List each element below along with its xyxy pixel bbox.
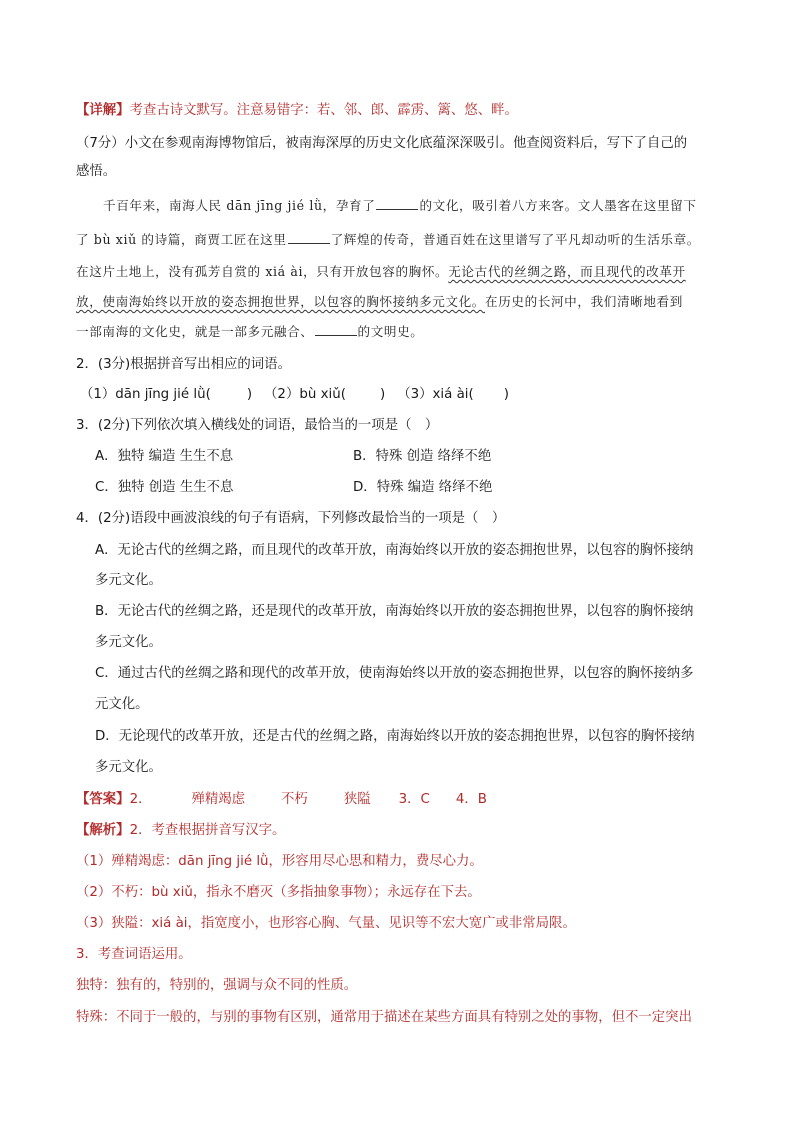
q2-item: （3）xiá ài( (397, 387, 474, 402)
intro-line-2: 感悟。 (76, 164, 117, 179)
detail-text: 考查古诗文默写。注意易错字：若、邻、郎、霹雳、篱、悠、畔。 (129, 103, 518, 118)
q4-option-a-line1: A．无论古代的丝绸之路，而且现代的改革开放，南海始终以开放的姿态拥抱世界，以包容的胸怀接纳 (95, 543, 694, 558)
passage-text: 一部南海的文化史，就是一部多元融合、 (76, 324, 314, 339)
q3-option-c: C．独特 创造 生生不息 (95, 480, 234, 495)
analysis-word-2: 特殊：不同于一般的，与别的事物有区别，通常用于描述在某些方面具有特别之处的事物，但不一定突出 (76, 1010, 692, 1025)
passage-text: 的文明史。 (357, 324, 424, 339)
answer-tag: 【答案】 (76, 792, 130, 807)
q4-option-b-line1: B．无论古代的丝绸之路，还是现代的改革开放，南海始终以开放的姿态拥抱世界，以包容的胸怀接纳 (95, 604, 694, 619)
q4-option-c-line1: C．通过古代的丝绸之路和现代的改革开放，使南海始终以开放的姿态拥抱世界，以包容的胸怀接纳多 (95, 666, 694, 681)
analysis-item-3: （3）狭隘：xiá ài，指宽度小，也形容心胸、气量、见识等不宏大宽广或非常局限。 (76, 916, 576, 931)
passage-text: 在历史的长河中，我们清晰地看到 (485, 294, 683, 309)
passage-text: 在这片土地上，没有孤芳自赏的 xiá ài，只有开放包容的胸怀。 (76, 264, 449, 279)
answer-item: 3．C (398, 792, 430, 807)
q4-option-d-line2: 多元文化。 (95, 760, 162, 775)
answer-item: 4．B (455, 792, 487, 807)
answer-number: 2． (129, 792, 152, 807)
passage-line-1 (103, 196, 697, 216)
analysis-tag: 【解析】 (76, 823, 130, 838)
passage-text: 了 bù xiǔ 的诗篇，商贾工匠在这里 (76, 232, 287, 247)
wavy-sentence: 无论古代的丝绸之路，而且现代的改革开 (448, 264, 686, 279)
passage-text: 的文化，吸引着八方来客。文人墨客在这里留下 (419, 198, 697, 213)
q2-item: （1）dān jīng jié lǜ( (80, 387, 211, 402)
q4-option-b-line2: 多元文化。 (95, 635, 162, 650)
passage-text: 了辉煌的传奇，普通百姓在这里谱写了平凡却动听的生活乐章。 (330, 232, 700, 247)
q2-stem: 2．(3分)根据拼音写出相应的词语。 (76, 357, 291, 372)
passage-line-4 (76, 292, 683, 312)
fill-blank (288, 231, 330, 244)
q4-option-a-line2: 多元文化。 (95, 573, 162, 588)
analysis-head (76, 821, 285, 841)
q4-stem: 4．(2分)语段中画波浪线的句子有语病，下列修改最恰当的一项是（ ） (76, 511, 506, 526)
q2-pinyin-row (80, 385, 509, 405)
q2-close: ) (503, 387, 509, 402)
answer-item: 殚精竭虑 (191, 792, 246, 807)
q4-option-d-line1: D．无论现代的改革开放，还是古代的丝绸之路，南海始终以开放的姿态拥抱世界，以包容的胸怀接纳 (95, 729, 695, 744)
fill-blank (315, 323, 357, 336)
q3-option-d: D．特殊 编造 络绎不绝 (353, 480, 493, 495)
q4-option-c-line2: 元文化。 (95, 697, 149, 712)
intro-line-1: （7分）小文在参观南海博物馆后，被南海深厚的历史文化底蕴深深吸引。他查阅资料后，写下了自己的 (76, 136, 688, 151)
passage-line-5 (76, 322, 423, 342)
q3-stem: 3．(2分)下列依次填入横线处的词语，最恰当的一项是（ ） (76, 418, 439, 433)
passage-line-3 (76, 262, 686, 282)
analysis-item-1: （1）殚精竭虑：dān jīng jié lǜ，形容用尽心思和精力，费尽心力。 (76, 854, 483, 869)
detail-line (76, 101, 518, 121)
wavy-sentence: 放，使南海始终以开放的姿态拥抱世界，以包容的胸怀接纳多元文化。 (76, 294, 486, 309)
answer-line (76, 790, 487, 810)
q3-option-b: B．特殊 创造 络绎不绝 (353, 449, 492, 464)
q2-item: （2）bù xiǔ( (264, 387, 346, 402)
analysis-section-3: 3．考查词语运用。 (76, 947, 192, 962)
passage-text: 千百年来，南海人民 dān jīng jié lǜ，孕育了 (103, 198, 376, 213)
q3-option-a: A．独特 编造 生生不息 (95, 449, 234, 464)
analysis-title: 2．考查根据拼音写汉字。 (129, 823, 286, 838)
analysis-word-1: 独特：独有的，特别的，强调与众不同的性质。 (76, 978, 358, 993)
detail-tag: 【详解】 (76, 103, 130, 118)
q2-close: ) (379, 387, 386, 402)
answer-item: 狭隘 (343, 792, 371, 807)
passage-line-2 (76, 230, 700, 250)
answer-item: 不朽 (281, 792, 308, 807)
fill-blank (376, 197, 418, 210)
analysis-item-2: （2）不朽：bù xiǔ，指永不磨灭（多指抽象事物）；永远存在下去。 (76, 885, 481, 900)
q2-close: ) (246, 387, 253, 402)
